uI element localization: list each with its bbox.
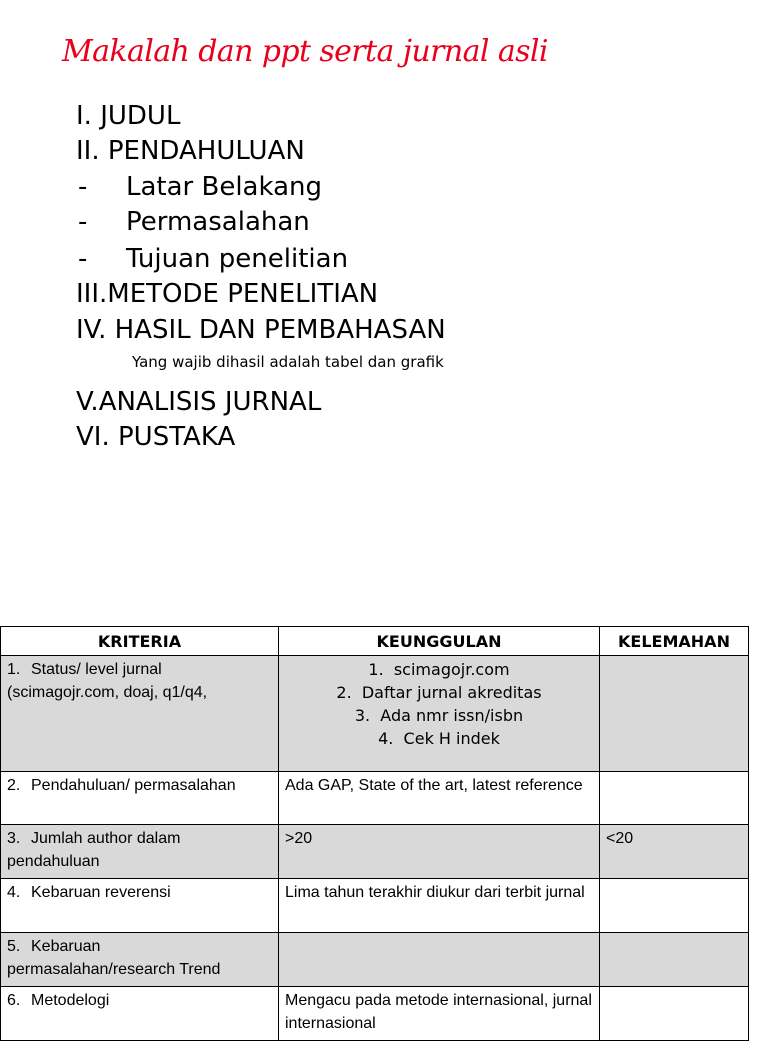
table-row: [1, 933, 749, 987]
list-item: 4. Cek H indek: [378, 729, 500, 748]
header-keunggulan: KEUNGGULAN: [279, 627, 600, 656]
advantage-list: [285, 658, 593, 750]
criterion-cell: 2. Pendahuluan/ permasalahan: [1, 772, 279, 825]
outline-item-pustaka: VI. PUSTAKA: [76, 422, 236, 452]
list-item: 1. scimagojr.com: [368, 660, 510, 679]
weakness-cell: <20: [600, 825, 749, 879]
bullet-dash: -: [78, 172, 88, 202]
outline-item-judul: I. JUDUL: [76, 101, 181, 131]
table-row: [1, 656, 749, 772]
weakness-cell: [600, 987, 749, 1041]
advantage-cell: Ada GAP, State of the art, latest reference: [279, 772, 600, 825]
header-kriteria: KRITERIA: [1, 627, 279, 656]
criteria-table: [0, 626, 749, 1041]
table-row: [1, 987, 749, 1041]
weakness-cell: [600, 879, 749, 933]
criterion-cell: 5. Kebaruan permasalahan/research Trend: [1, 933, 279, 987]
page-title: Makalah dan ppt serta jurnal asli: [62, 34, 548, 69]
weakness-cell: [600, 933, 749, 987]
criterion-cell: 6. Metodelogi: [1, 987, 279, 1041]
bullet-dash: -: [78, 207, 88, 237]
outline-item-analisis-jurnal: V.ANALISIS JURNAL: [76, 387, 322, 417]
advantage-cell: [279, 656, 600, 772]
hasil-note: Yang wajib dihasil adalah tabel dan grafik: [132, 353, 444, 371]
table-row: [1, 772, 749, 825]
weakness-cell: [600, 656, 749, 772]
advantage-cell: >20: [279, 825, 600, 879]
outline-item-metode-penelitian: III.METODE PENELITIAN: [76, 279, 379, 309]
list-item: 2. Daftar jurnal akreditas: [336, 683, 542, 702]
criterion-cell: 1. Status/ level jurnal (scimagojr.com, doaj, q1/q4,: [1, 656, 279, 772]
advantage-cell: [279, 933, 600, 987]
advantage-cell: Lima tahun terakhir diukur dari terbit jurnal: [279, 879, 600, 933]
criterion-cell: 3. Jumlah author dalam pendahuluan: [1, 825, 279, 879]
bullet-dash: -: [78, 244, 88, 274]
advantage-cell: Mengacu pada metode internasional, jurnal internasional: [279, 987, 600, 1041]
outline-item-pendahuluan: II. PENDAHULUAN: [76, 136, 305, 166]
header-kelemahan: KELEMAHAN: [600, 627, 749, 656]
criterion-cell: 4. Kebaruan reverensi: [1, 879, 279, 933]
table-row: [1, 825, 749, 879]
table-row: [1, 879, 749, 933]
table-header-row: [1, 627, 749, 656]
list-item: 3. Ada nmr issn/isbn: [354, 706, 524, 725]
outline-item-hasil-pembahasan: IV. HASIL DAN PEMBAHASAN: [76, 315, 446, 345]
weakness-cell: [600, 772, 749, 825]
